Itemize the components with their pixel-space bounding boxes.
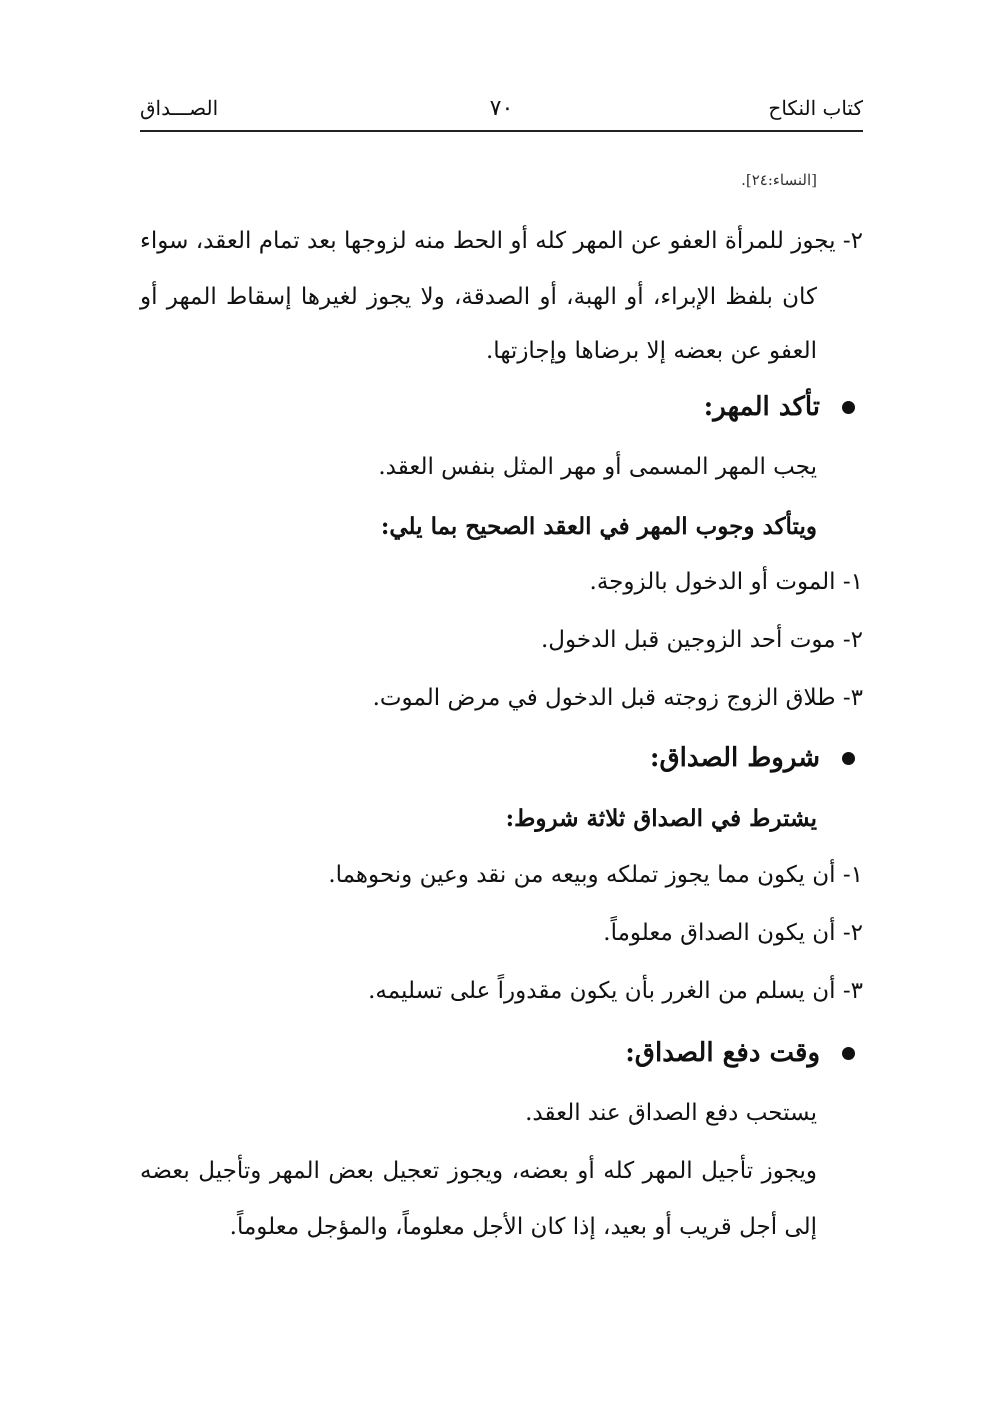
heading-text: وقت دفع الصداق: <box>625 1038 820 1068</box>
list-item: ١- الموت أو الدخول بالزوجة. <box>589 569 863 595</box>
list-item: ٣- طلاق الزوج زوجته قبل الدخول في مرض الموت. <box>372 685 863 711</box>
list-item: ٢- موت أحد الزوجين قبل الدخول. <box>540 627 863 653</box>
page-header <box>140 96 863 132</box>
bullet-icon <box>842 1047 855 1060</box>
paragraph-line: يشترط في الصداق ثلاثة شروط: <box>505 805 817 832</box>
section-heading <box>704 392 863 422</box>
list-item: ٣- أن يسلم من الغرر بأن يكون مقدوراً على تسليمه. <box>368 978 863 1004</box>
chapter-title: الصـــداق <box>140 96 219 120</box>
list-item: ٢- أن يكون الصداق معلوماً. <box>603 920 863 946</box>
paragraph-line: العفو عن بعضه إلا برضاها وإجازتها. <box>486 338 817 364</box>
paragraph-line: يستحب دفع الصداق عند العقد. <box>525 1100 817 1126</box>
paragraph-line: يجب المهر المسمى أو مهر المثل بنفس العقد. <box>378 454 817 480</box>
paragraph-line: ٢- يجوز للمرأة العفو عن المهر كله أو الحط منه لزوجها بعد تمام العقد، سواء <box>140 228 863 254</box>
section-heading <box>650 743 863 773</box>
paragraph-line: ويتأكد وجوب المهر في العقد الصحيح بما يلي: <box>380 513 817 540</box>
book-title: كتاب النكاح <box>768 96 863 120</box>
paragraph-line: ويجوز تأجيل المهر كله أو بعضه، ويجوز تعجيل بعض المهر وتأجيل بعضه <box>140 1158 817 1184</box>
citation: [النساء:٢٤]. <box>741 171 817 189</box>
bullet-icon <box>842 752 855 765</box>
bullet-icon <box>842 401 855 414</box>
heading-text: تأكد المهر: <box>703 392 820 422</box>
heading-text: شروط الصداق: <box>649 743 820 773</box>
page-number: ٧٠ <box>489 96 514 121</box>
paragraph-line: إلى أجل قريب أو بعيد، إذا كان الأجل معلوماً، والمؤجل معلوماً. <box>229 1214 817 1240</box>
list-item: ١- أن يكون مما يجوز تملكه وبيعه من نقد وعين ونحوهما. <box>328 862 863 888</box>
header-divider <box>140 130 863 132</box>
section-heading <box>625 1038 863 1068</box>
paragraph-line: كان بلفظ الإبراء، أو الهبة، أو الصدقة، ولا يجوز لغيرها إسقاط المهر أو <box>140 284 817 310</box>
